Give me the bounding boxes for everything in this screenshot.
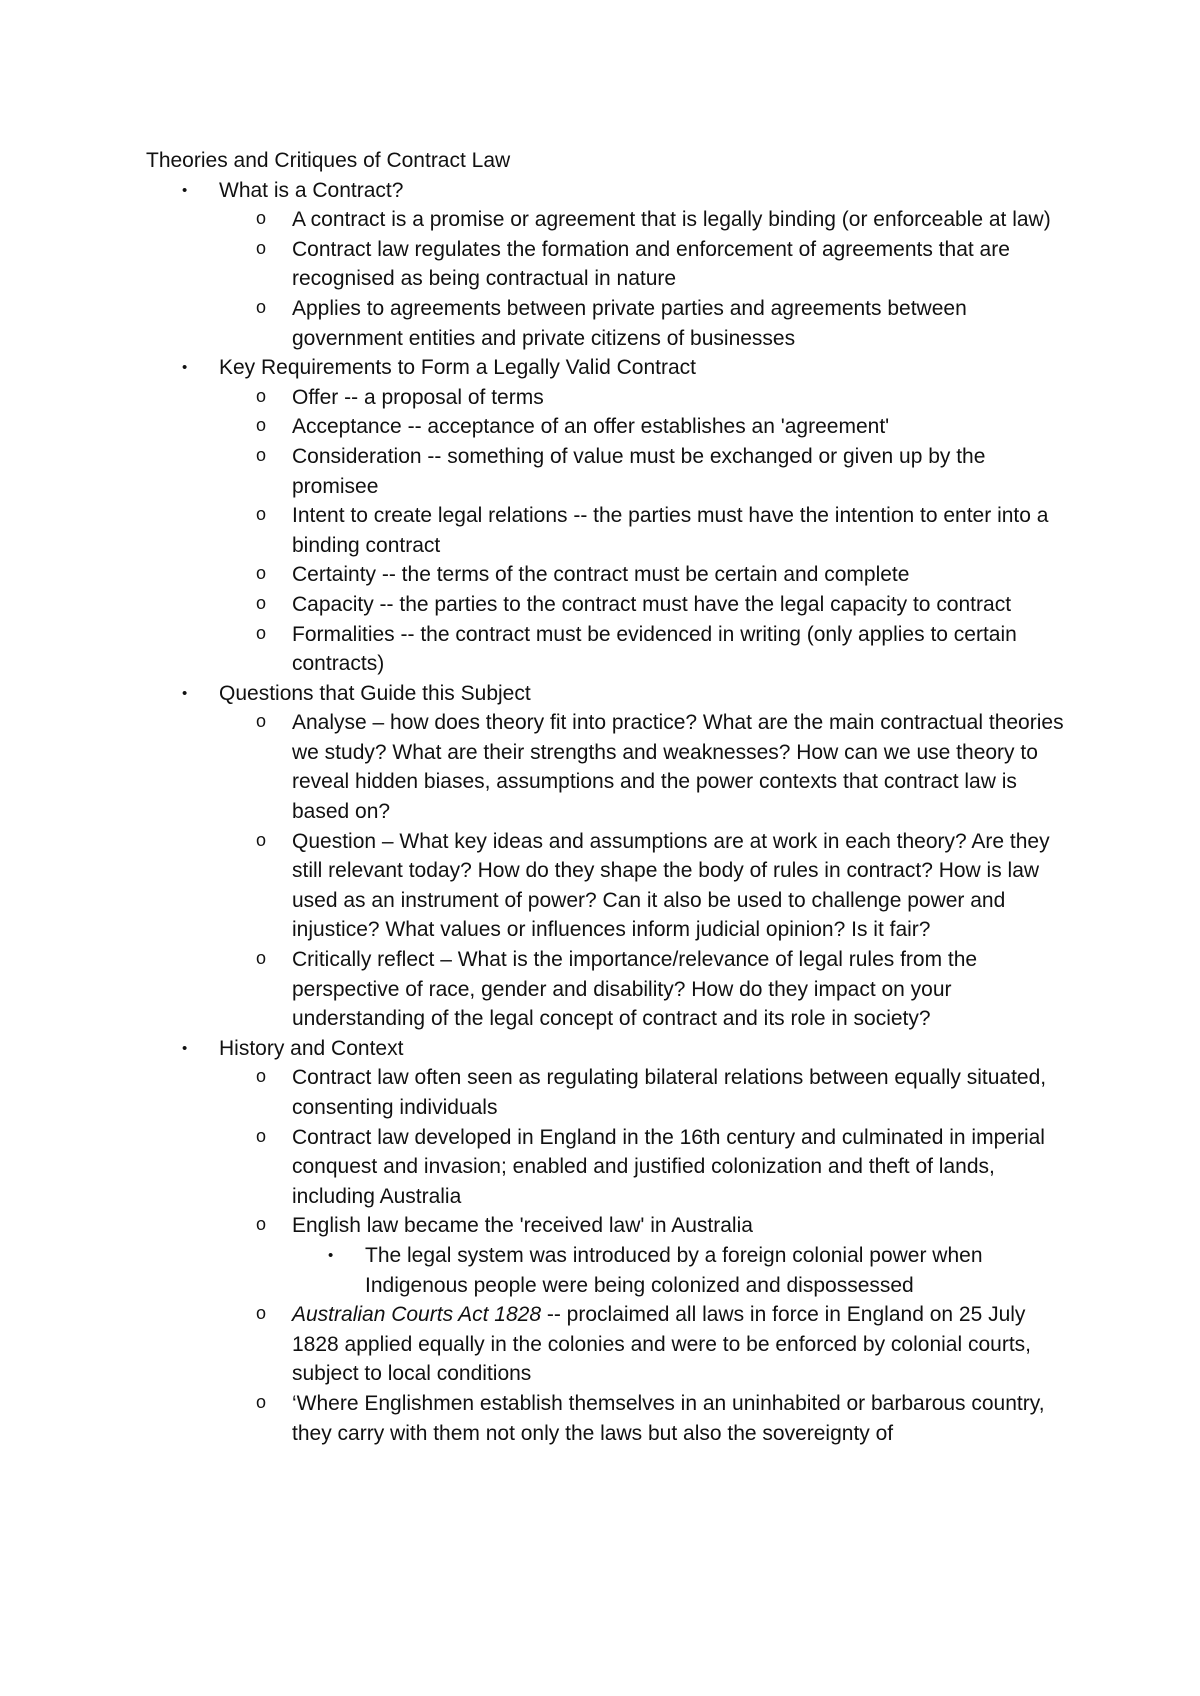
top-level-list [146, 176, 1066, 1449]
list-item [219, 560, 1066, 590]
act-name: Australian Courts Act 1828 [292, 1303, 542, 1327]
bullet-marker: • [328, 1246, 334, 1264]
list-item-text: Contract law regulates the formation and enforcement of agreements that are recognised as being contractual in nature [292, 237, 1010, 291]
list-item [219, 205, 1066, 235]
section-heading: What is a Contract? [219, 178, 404, 202]
circle-marker: o [256, 1125, 267, 1146]
document-body [146, 146, 1066, 1448]
circle-marker: o [256, 1066, 267, 1087]
list-item [219, 1389, 1066, 1448]
list-item-text: Offer -- a proposal of terms [292, 385, 544, 409]
circle-marker: o [256, 563, 267, 584]
list-item [219, 412, 1066, 442]
list-item-text: Acceptance -- acceptance of an offer establishes an 'agreement' [292, 415, 890, 439]
list-item [219, 235, 1066, 294]
list-item-text: ‘Where Englishmen establish themselves in an uninhabited or barbarous country, they carry with them not only the laws but also the sovereignty of [292, 1391, 1045, 1445]
circle-marker: o [256, 829, 267, 850]
list-item [146, 176, 1066, 354]
bullet-marker: • [182, 181, 188, 199]
list-item-text: The legal system was introduced by a foreign colonial power when Indigenous people were being colonized and dispossessed [365, 1243, 983, 1297]
list-item-text: Question – What key ideas and assumptions are at work in each theory? Are they still relevant today? How do they shape the body of rules in contract? How is law used as an instrument of power? Can it also be used to challenge power and injustice? What values or influences inform judicial opinion? Is it fair? [292, 829, 1050, 942]
bullet-marker: • [182, 1039, 188, 1057]
list-item [146, 1034, 1066, 1448]
list-item [219, 827, 1066, 945]
list-item [219, 1300, 1066, 1389]
list-item-text: Contract law often seen as regulating bilateral relations between equally situated, consenting individuals [292, 1066, 1047, 1119]
list-item-text: Capacity -- the parties to the contract must have the legal capacity to contract [292, 592, 1012, 616]
list-item-text: Critically reflect – What is the importance/relevance of legal rules from the perspective of race, gender and disability? How do they impact on your understanding of the legal concept of contract and its role in society? [292, 948, 978, 1031]
list-item [219, 501, 1066, 560]
circle-marker: o [256, 504, 267, 525]
list-item-text: Contract law developed in England in the 16th century and culminated in imperial conquest and invasion; enabled and justified colonization and theft of lands, including Australia [292, 1125, 1045, 1208]
list-item [292, 1241, 1066, 1300]
list-item [219, 620, 1066, 679]
sub-list [219, 383, 1066, 679]
circle-marker: o [256, 444, 267, 465]
sub-list [219, 1063, 1066, 1448]
circle-marker: o [256, 711, 267, 732]
circle-marker: o [256, 296, 267, 317]
section-heading: Questions that Guide this Subject [219, 681, 531, 705]
list-item-text: Analyse – how does theory fit into practice? What are the main contractual theories we study? What are their strengths and weaknesses? How can we use theory to reveal hidden biases, assumptions and the power contexts that contract law is based on? [292, 711, 1064, 824]
sub-list [219, 708, 1066, 1034]
circle-marker: o [256, 1391, 267, 1412]
list-item-text: Formalities -- the contract must be evidenced in writing (only applies to certain contracts) [292, 622, 1017, 676]
circle-marker: o [256, 622, 267, 643]
list-item [146, 679, 1066, 1034]
list-item [146, 353, 1066, 679]
section-heading: History and Context [219, 1036, 404, 1060]
list-item [219, 1123, 1066, 1212]
list-item-text: Certainty -- the terms of the contract must be certain and complete [292, 563, 910, 587]
list-item-text: Intent to create legal relations -- the parties must have the intention to enter into a binding contract [292, 504, 1049, 557]
circle-marker: o [256, 415, 267, 436]
list-item [219, 383, 1066, 413]
sub-sub-list [292, 1241, 1066, 1300]
list-item-text: Applies to agreements between private parties and agreements between government entities and private citizens of businesses [292, 296, 967, 350]
list-item-text: Consideration -- something of value must be exchanged or given up by the promisee [292, 444, 986, 498]
circle-marker: o [256, 1214, 267, 1235]
document-title: Theories and Critiques of Contract Law [146, 149, 511, 172]
list-item [219, 1211, 1066, 1300]
bullet-marker: • [182, 684, 188, 702]
circle-marker: o [256, 1303, 267, 1324]
list-item [219, 1063, 1066, 1122]
list-item [219, 708, 1066, 826]
circle-marker: o [256, 592, 267, 613]
list-item [219, 442, 1066, 501]
list-item-text: English law became the 'received law' in Australia [292, 1214, 753, 1238]
circle-marker: o [256, 208, 267, 229]
sub-list [219, 205, 1066, 353]
list-item [219, 590, 1066, 620]
list-item-text: -- proclaimed all laws in force in England on 25 July 1828 applied equally in the colonies and were to be enforced by colonial courts, subject to local conditions [292, 1303, 1031, 1386]
circle-marker: o [256, 385, 267, 406]
circle-marker: o [256, 948, 267, 969]
list-item-text: A contract is a promise or agreement that is legally binding (or enforceable at law) [292, 208, 1051, 232]
section-heading: Key Requirements to Form a Legally Valid Contract [219, 356, 696, 380]
list-item [219, 294, 1066, 353]
list-item [219, 945, 1066, 1034]
circle-marker: o [256, 237, 267, 258]
bullet-marker: • [182, 359, 188, 377]
